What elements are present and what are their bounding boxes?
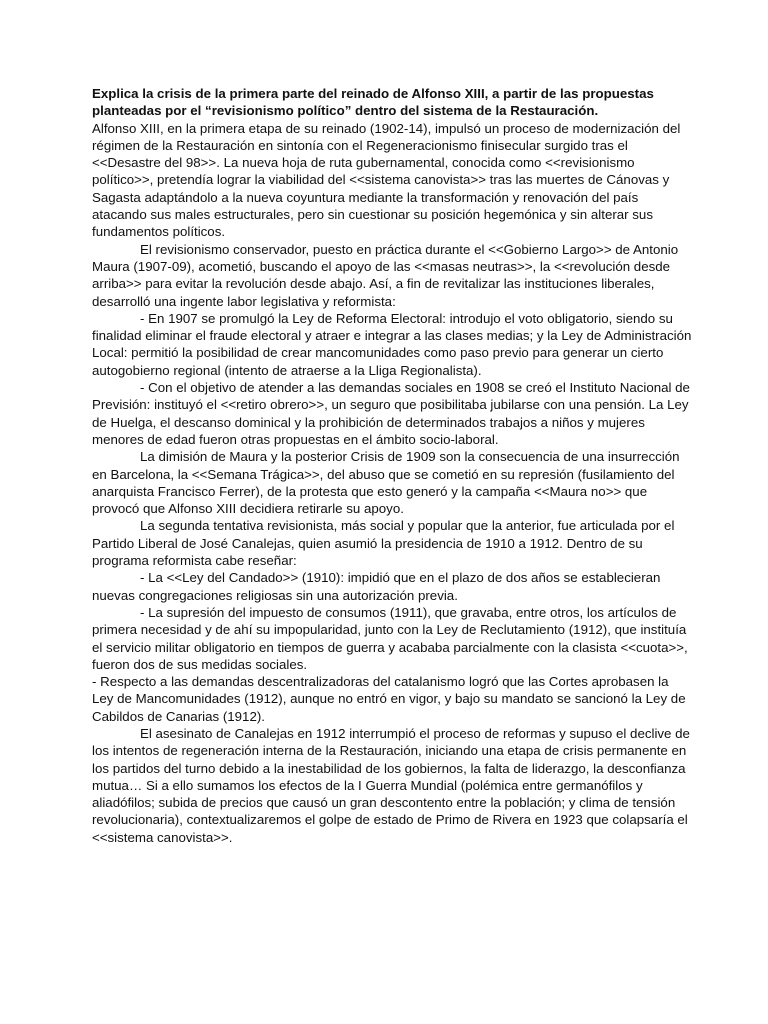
paragraph-electoral-reform: - En 1907 se promulgó la Ley de Reforma Electoral: introdujo el voto obligatorio, siendo su finalidad eliminar el fraude electoral y atraer e integrar a las clases medias; y la Ley de Administración Local: permitió la posibilidad de crear mancomunidades como paso previo para generar un cierto autogobierno regional (intento de atraerse a la Lliga Regionalista). [92,310,692,378]
paragraph-social-demands: - Con el objetivo de atender a las demandas sociales en 1908 se creó el Instituto Nacional de Previsión: instituyó el <<retiro obrero>>, un seguro que posibilitaba jubilarse con una pensión. La Ley de Huelga, el descanso dominical y la prohibición de determinados trabajos a niños y mujeres menores de edad fueron otras propuestas en el ámbito socio-laboral. [92,380,690,447]
paragraph-ley-candado: - La <<Ley del Candado>> (1910): impidió que en el plazo de dos años se establecieran nuevas congregaciones religiosas sin una autorización previa. [92,570,661,603]
paragraph-consumos: - La supresión del impuesto de consumos (1911), que gravaba, entre otros, los artículos de primera necesidad y de ahí su impopularidad, junto con la Ley de Reclutamiento (1912), que instituía el servicio militar obligatorio en tiempos de guerra y acababa parcialmente con la clasista <<cuota>>, fueron dos de sus medidas sociales. [92,604,688,672]
paragraph-maura-resignation: La dimisión de Maura y la posterior Crisis de 1909 son la consecuencia de una insurrección en Barcelona, la <<Semana Trágica>>, del abuso que se cometió en su represión (fusilamiento del anarquista Francisco Ferrer), de la protesta que esto generó y la campaña <<Maura no>> que provocó que Alfonso XIII decidiera retirarle su apoyo. [92,449,680,517]
paragraph-liberal-revisionism: La segunda tentativa revisionista, más social y popular que la anterior, fue articulada por el Partido Liberal de José Canalejas, quien asumió la presidencia de 1910 a 1912. Dentro de su programa reformista cabe reseñar: [92,518,675,569]
paragraph-intro: Alfonso XIII, en la primera etapa de su reinado (1902-14), impulsó un proceso de modernización del régimen de la Restauración en sintonía con el Regeneracionismo finisecular surgido tras el <<Desastre del 98>>. La nueva hoja de ruta gubernamental, conocida como <<revisionismo político>>, pretendía lograr la viabilidad del <<sistema canovista>> tras las muertes de Cánovas y Sagasta adaptándolo a la nueva coyuntura mediante la transformación y renovación del país atacando sus males estructurales, pero sin cuestionar su posición hegemónica y sin alterar sus fundamentos políticos. [92,120,681,240]
paragraph-conclusion: El asesinato de Canalejas en 1912 interrumpió el proceso de reformas y supuso el declive de los intentos de regeneración interna de la Restauración, iniciando una etapa de crisis permanente en los partidos del turno debido a la inestabilidad de los gobiernos, la falta de liderazgo, la desconfianza mutua… Si a ello sumamos los efectos de la I Guerra Mundial (polémica entre germanófilos y aliadófilos; subida de precios que causó un gran descontento entre la población; y clima de tensión revolucionaria), contextualizaremos el golpe de estado de Primo de Rivera en 1923 que colapsaría el <<sistema canovista>>. [92,725,690,845]
document-title: Explica la crisis de la primera parte del reinado de Alfonso XIII, a partir de las propuestas planteadas por el “revisionismo político” dentro del sistema de la Restauración. [92,86,654,119]
paragraph-conservative-revisionism: El revisionismo conservador, puesto en práctica durante el <<Gobierno Largo>> de Antonio Maura (1907-09), acometió, buscando el apoyo de las <<masas neutras>>, la <<revolución desde arriba>> para evitar la revolución desde abajo. Así, a fin de revitalizar las instituciones liberales, desarrolló una ingente labor legislativa y reformista: [92,241,679,309]
paragraph-catalanismo: - Respecto a las demandas descentralizadoras del catalanismo logró que las Cortes aprobasen la Ley de Mancomunidades (1912), aunque no entró en vigor, y bajo su mandato se sancionó la Ley de Cabildos de Canarias (1912). [92,674,686,724]
document-page [92,85,692,846]
